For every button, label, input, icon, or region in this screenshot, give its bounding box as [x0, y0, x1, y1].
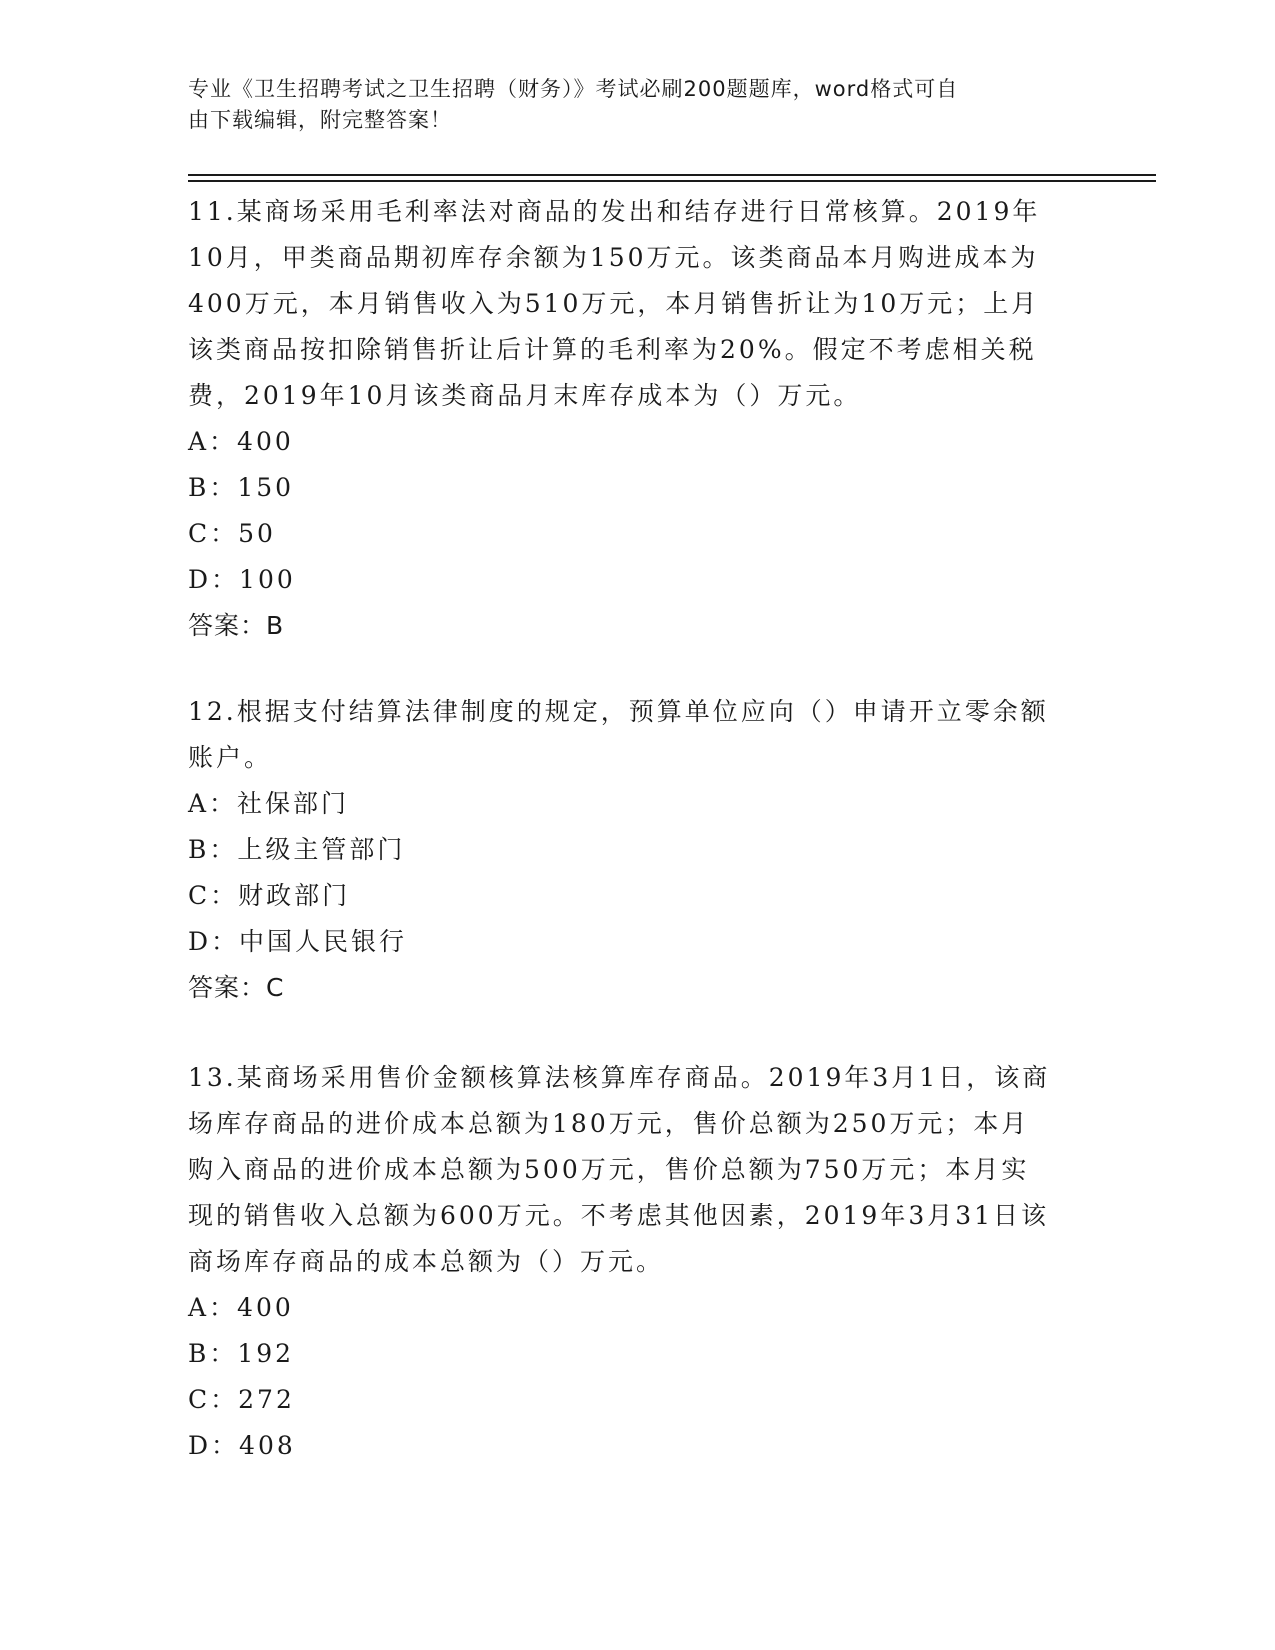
option-d: D：中国人民银行	[188, 927, 408, 956]
header-divider-bottom	[188, 180, 1156, 182]
document-header	[188, 74, 1068, 136]
header-line-1: 专业《卫生招聘考试之卫生招聘（财务）》考试必刷200题题库，word格式可自	[188, 77, 959, 101]
question-stem: 13.某商场采用售价金额核算法核算库存商品。2019年3月1日，该商	[188, 1063, 1051, 1092]
question-stem: 场库存商品的进价成本总额为180万元，售价总额为250万元；本月	[188, 1109, 1030, 1138]
option-a: A：400	[188, 1293, 294, 1322]
question-stem: 400万元，本月销售收入为510万元，本月销售折让为10万元；上月	[188, 289, 1040, 318]
option-c: C：272	[188, 1385, 295, 1414]
answer: 答案：C	[188, 973, 285, 1002]
header-line-2: 由下载编辑，附完整答案！	[188, 108, 452, 132]
question-stem: 该类商品按扣除销售折让后计算的毛利率为20%。假定不考虑相关税	[188, 335, 1037, 364]
answer: 答案：B	[188, 611, 285, 640]
question-13	[188, 1055, 1088, 1469]
option-a: A：400	[188, 427, 294, 456]
question-stem: 账户。	[188, 743, 273, 772]
option-b: B：上级主管部门	[188, 835, 406, 864]
question-stem: 10月，甲类商品期初库存余额为150万元。该类商品本月购进成本为	[188, 243, 1039, 272]
option-d: D：100	[188, 565, 296, 594]
question-stem: 现的销售收入总额为600万元。不考虑其他因素，2019年3月31日该	[188, 1201, 1050, 1230]
header-divider-top	[188, 174, 1156, 176]
option-b: B：192	[188, 1339, 295, 1368]
question-11	[188, 189, 1088, 649]
question-stem: 费，2019年10月该类商品月末库存成本为（）万元。	[188, 381, 862, 410]
option-c: C：财政部门	[188, 881, 351, 910]
option-c: C：50	[188, 519, 276, 548]
option-b: B：150	[188, 473, 295, 502]
question-stem: 商场库存商品的成本总额为（）万元。	[188, 1247, 665, 1276]
question-12	[188, 689, 1088, 1011]
question-stem: 11.某商场采用毛利率法对商品的发出和结存进行日常核算。2019年	[188, 197, 1041, 226]
question-stem: 购入商品的进价成本总额为500万元，售价总额为750万元；本月实	[188, 1155, 1030, 1184]
question-stem: 12.根据支付结算法律制度的规定，预算单位应向（）申请开立零余额	[188, 697, 1049, 726]
option-a: A：社保部门	[188, 789, 350, 818]
option-d: D：408	[188, 1431, 296, 1460]
